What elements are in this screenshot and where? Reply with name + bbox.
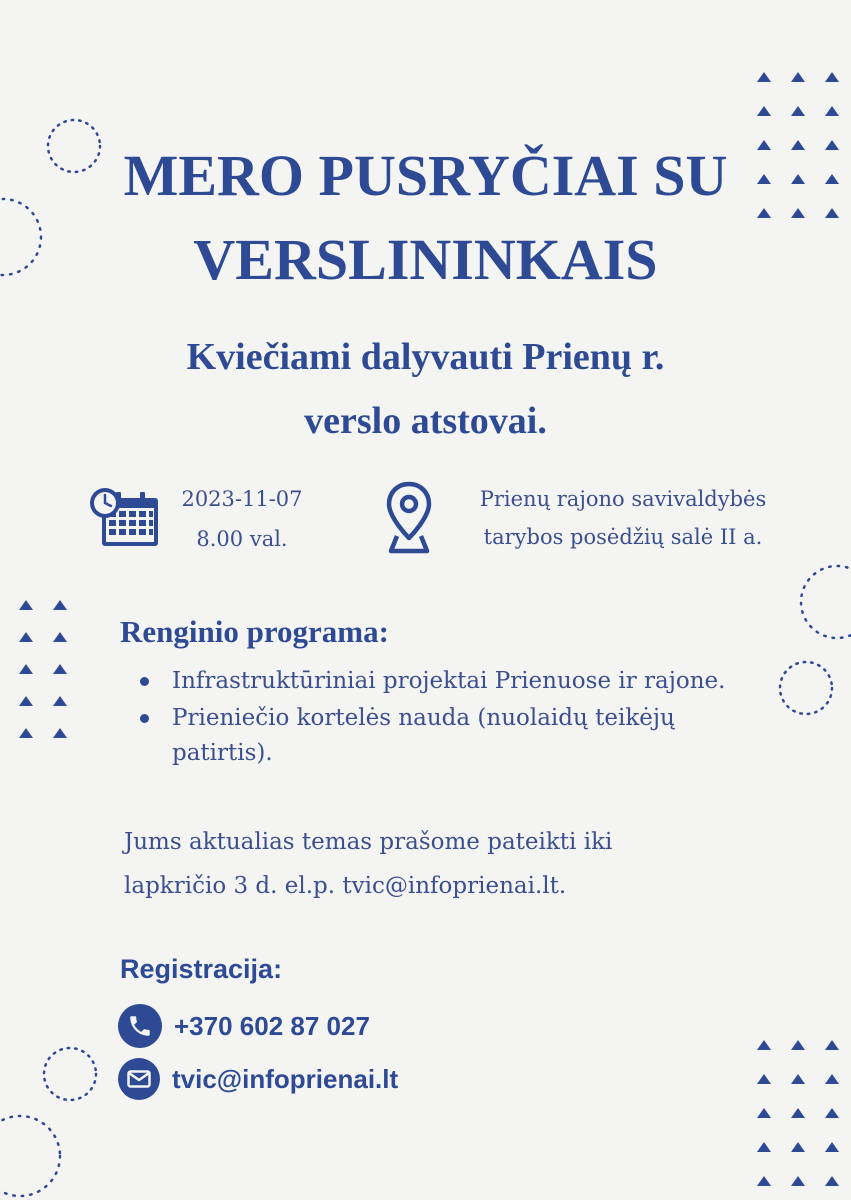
email-contact[interactable]	[118, 1058, 398, 1100]
bullet-icon	[140, 677, 149, 686]
topics-note-line-2: lapkričio 3 d. el.p. tvic@infoprienai.lt.	[124, 873, 567, 899]
event-date: 2023-11-07	[181, 487, 303, 511]
triangle-pattern-left	[12, 592, 76, 752]
dotted-circle-bottom-left-small	[40, 1044, 100, 1104]
registration-heading: Registracija:	[120, 954, 283, 984]
phone-contact[interactable]	[118, 1004, 370, 1048]
title-line-2: VERSLININKAIS	[193, 227, 658, 292]
bullet-icon	[140, 714, 149, 723]
mail-icon	[118, 1058, 160, 1100]
program-item	[138, 701, 818, 771]
email-address: tvic@infoprienai.lt	[172, 1063, 399, 1094]
program-item-text: Infrastruktūriniai projektai Prienuose ir rajone.	[172, 668, 726, 694]
location-pin-icon	[384, 480, 434, 556]
subtitle-line-1: Kviečiami dalyvauti Prienų r.	[186, 336, 665, 378]
phone-number: +370 602 87 027	[174, 1010, 370, 1041]
phone-icon	[118, 1004, 162, 1048]
subtitle-line-2: verslo atstovai.	[304, 400, 547, 442]
triangle-pattern-bottom-right	[748, 1034, 848, 1200]
program-item	[138, 664, 818, 699]
topics-note	[124, 820, 744, 908]
title-line-1: MERO PUSRYČIAI SU	[123, 143, 728, 208]
event-time: 8.00 val.	[196, 527, 288, 551]
topics-note-line-1: Jums aktualias temas prašome pateikti iki	[124, 829, 613, 855]
location-line-1: Prienų rajono savivaldybės	[479, 487, 767, 511]
calendar-clock-icon	[88, 486, 162, 550]
dotted-circle-bottom-left-large	[0, 1112, 70, 1200]
program-list	[138, 664, 818, 773]
dotted-circle-right-upper	[792, 562, 851, 642]
program-item-text: Prieniečio kortelės nauda (nuolaidų teikėjų	[172, 705, 675, 731]
program-heading: Renginio programa:	[120, 614, 389, 649]
location-line-2: tarybos posėdžių salė II a.	[483, 525, 763, 549]
program-item-text-continued: patirtis).	[172, 740, 273, 766]
